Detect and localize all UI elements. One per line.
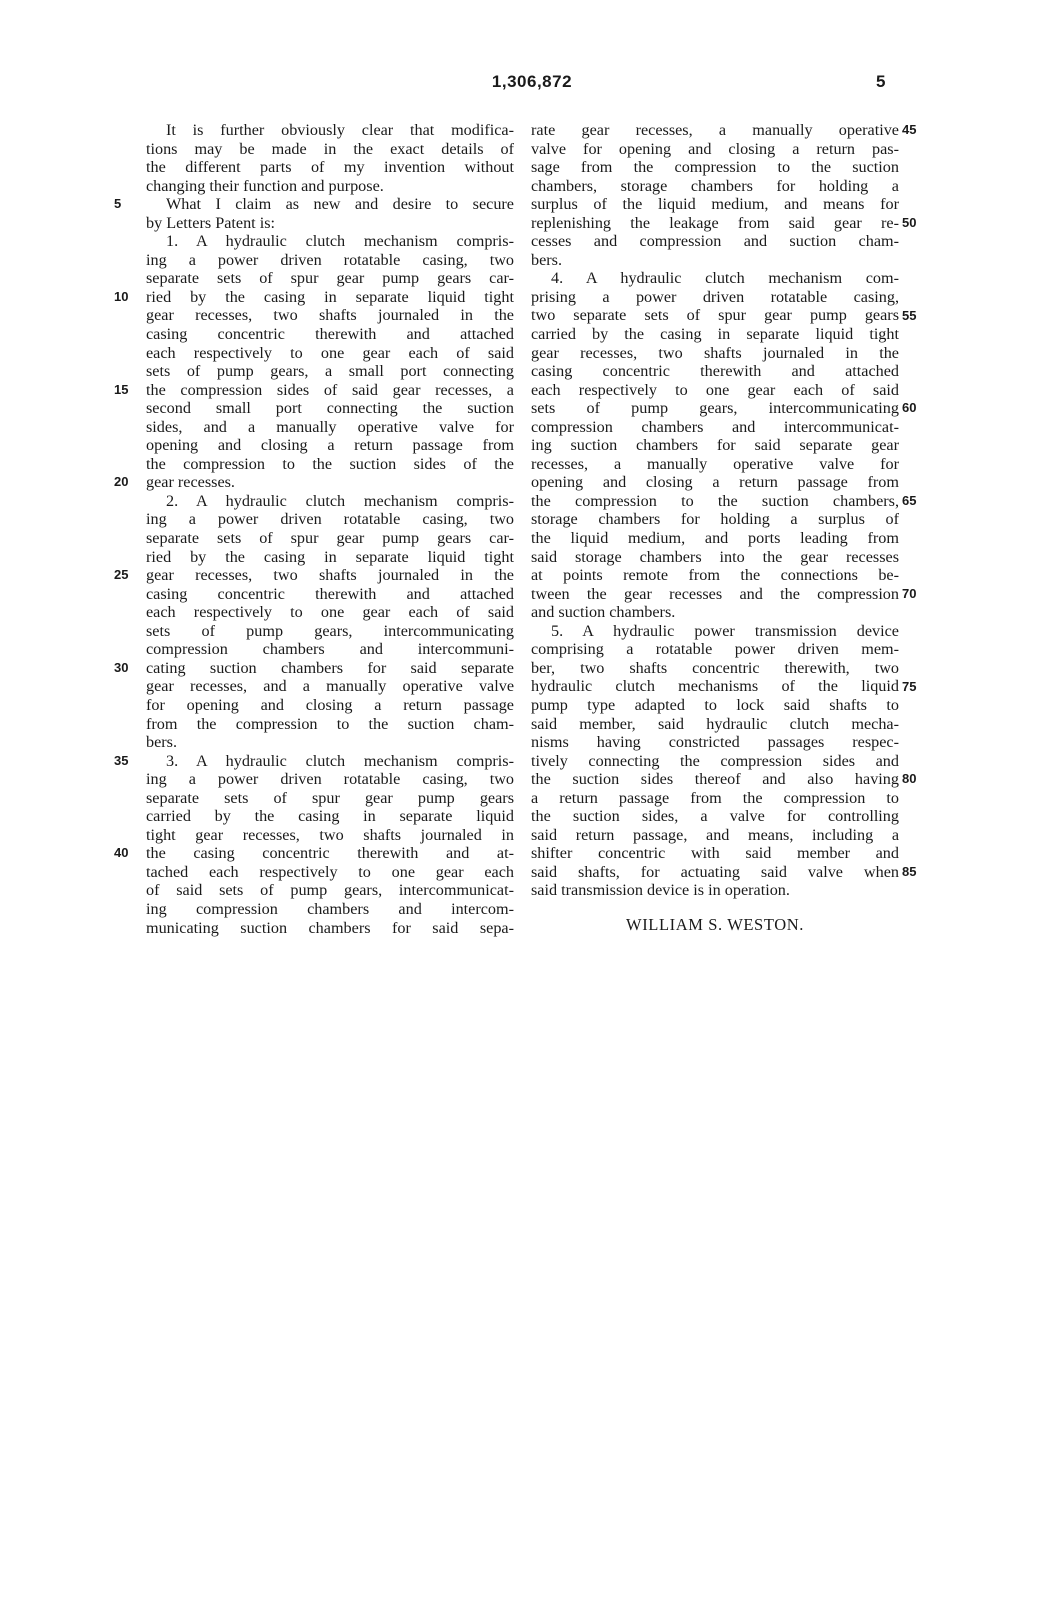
text-line: each respectively to one gear each of said — [146, 343, 514, 362]
text-line: gear recesses, two shafts journaled in the — [146, 566, 514, 585]
text-line: the compression to the suction sides of the — [146, 454, 514, 473]
margin-line-number: 85 — [902, 864, 917, 879]
text-line: for opening and closing a return passage — [146, 695, 514, 714]
margin-line-number: 80 — [902, 771, 917, 787]
text-line: the compression to the suction chambers, — [531, 491, 899, 510]
text-line: gear recesses. — [146, 473, 235, 492]
text-line: sets of pump gears, a small port connecting — [146, 362, 514, 381]
text-line: ing a power driven rotatable casing, two — [146, 510, 514, 529]
text-line: valve for opening and closing a return pas- — [531, 139, 899, 158]
text-line: gear recesses, two shafts journaled in the — [146, 306, 514, 325]
margin-line-number: 10 — [114, 288, 129, 304]
margin-line-number: 55 — [902, 307, 917, 323]
text-line: shifter concentric with said member and — [531, 844, 899, 863]
text-line: separate sets of spur gear pump gears car- — [146, 529, 514, 548]
text-line: said return passage, and means, including a — [531, 825, 899, 844]
text-line: pump type adapted to lock said shafts to — [531, 695, 899, 714]
text-line: casing concentric therewith and attached — [146, 584, 514, 603]
text-line: chambers, storage chambers for holding a — [531, 176, 899, 195]
text-line: casing concentric therewith and attached — [531, 362, 899, 381]
text-line: of said sets of pump gears, intercommunicat- — [146, 881, 514, 900]
right-column — [531, 121, 899, 900]
text-line: the compression sides of said gear recesses, a — [146, 380, 514, 399]
text-line: tively connecting the compression sides and — [531, 751, 899, 770]
text-line: ing suction chambers for said separate gear — [531, 436, 899, 455]
text-line: hydraulic clutch mechanisms of the liquid — [531, 677, 899, 696]
text-line: two separate sets of spur gear pump gears — [531, 306, 899, 325]
text-line: said transmission device is in operation. — [531, 881, 790, 900]
text-line: separate sets of spur gear pump gears — [146, 788, 514, 807]
margin-line-number: 25 — [114, 567, 129, 583]
text-line: It is further obviously clear that modifica- — [166, 121, 514, 139]
margin-line-number: 60 — [902, 400, 917, 416]
text-line: tween the gear recesses and the compression — [531, 584, 899, 603]
text-line: ber, two shafts concentric therewith, two — [531, 658, 899, 677]
text-line: What I claim as new and desire to secure — [166, 195, 514, 214]
text-line: 3. A hydraulic clutch mechanism compris- — [166, 751, 514, 770]
text-line: said member, said hydraulic clutch mecha- — [531, 714, 899, 733]
text-line: cating suction chambers for said separate — [146, 658, 514, 677]
text-line: municating suction chambers for said sepa- — [146, 918, 514, 937]
text-line: tight gear recesses, two shafts journaled in — [146, 825, 514, 844]
text-line: second small port connecting the suction — [146, 399, 514, 418]
text-line: said storage chambers into the gear recesses — [531, 547, 899, 566]
text-line: gear recesses, two shafts journaled in the — [531, 343, 899, 362]
text-line: each respectively to one gear each of said — [531, 380, 899, 399]
text-line: opening and closing a return passage from — [531, 473, 899, 492]
text-line: the casing concentric therewith and at- — [146, 844, 514, 863]
margin-line-number: 65 — [902, 493, 917, 508]
text-line: tached each respectively to one gear each — [146, 862, 514, 881]
margin-line-number: 50 — [902, 214, 917, 230]
text-line: sets of pump gears, intercommunicating — [146, 621, 514, 640]
text-line: bers. — [146, 733, 178, 752]
text-line: carried by the casing in separate liquid — [146, 807, 514, 826]
margin-line-number: 35 — [114, 752, 129, 768]
page-number: 5 — [876, 72, 886, 91]
text-line: a return passage from the compression to — [531, 788, 899, 807]
text-line: casing concentric therewith and attached — [146, 325, 514, 344]
signature: WILLIAM S. WESTON. — [626, 915, 804, 934]
text-line: sets of pump gears, intercommunicating — [531, 399, 899, 418]
text-line: prising a power driven rotatable casing, — [531, 287, 899, 306]
text-line: rate gear recesses, a manually operative — [531, 121, 899, 139]
text-line: ried by the casing in separate liquid tight — [146, 287, 514, 306]
margin-line-number: 5 — [114, 196, 122, 212]
text-line: the liquid medium, and ports leading from — [531, 529, 899, 548]
text-line: carried by the casing in separate liquid tight — [531, 325, 899, 344]
text-line: separate sets of spur gear pump gears car- — [146, 269, 514, 288]
text-line: sage from the compression to the suction — [531, 158, 899, 177]
text-line: opening and closing a return passage from — [146, 436, 514, 455]
text-line: ing compression chambers and intercom- — [146, 899, 514, 918]
margin-line-number: 45 — [902, 122, 917, 137]
text-line: by Letters Patent is: — [146, 213, 276, 232]
text-line: recesses, a manually operative valve for — [531, 454, 899, 473]
text-line: replenishing the leakage from said gear re- — [531, 213, 899, 232]
text-line: comprising a rotatable power driven mem- — [531, 640, 899, 659]
text-line: sides, and a manually operative valve for — [146, 417, 514, 436]
text-line: the different parts of my invention without — [146, 158, 514, 177]
text-line: 1. A hydraulic clutch mechanism compris- — [166, 232, 514, 251]
text-line: tions may be made in the exact details of — [146, 139, 514, 158]
left-column — [146, 121, 514, 937]
text-line: 2. A hydraulic clutch mechanism compris- — [166, 491, 514, 510]
text-line: each respectively to one gear each of said — [146, 603, 514, 622]
margin-line-number: 75 — [902, 678, 917, 694]
text-line: and suction chambers. — [531, 603, 676, 622]
margin-line-number: 20 — [114, 474, 129, 490]
margin-line-number: 70 — [902, 585, 917, 601]
text-line: bers. — [531, 250, 563, 269]
text-line: changing their function and purpose. — [146, 176, 384, 195]
text-line: said shafts, for actuating said valve when — [531, 862, 899, 881]
text-line: compression chambers and intercommuni- — [146, 640, 514, 659]
margin-line-number: 15 — [114, 381, 129, 397]
text-line: gear recesses, and a manually operative valve — [146, 677, 514, 696]
text-line: surplus of the liquid medium, and means for — [531, 195, 899, 214]
text-line: ing a power driven rotatable casing, two — [146, 250, 514, 269]
text-line: ing a power driven rotatable casing, two — [146, 770, 514, 789]
text-line: 5. A hydraulic power transmission device — [551, 621, 899, 640]
text-line: at points remote from the connections be- — [531, 566, 899, 585]
margin-line-number: 40 — [114, 845, 129, 861]
patent-number: 1,306,872 — [491, 72, 573, 91]
text-line: 4. A hydraulic clutch mechanism com- — [551, 269, 899, 288]
text-line: from the compression to the suction cham- — [146, 714, 514, 733]
text-line: compression chambers and intercommunicat- — [531, 417, 899, 436]
text-line: cesses and compression and suction cham- — [531, 232, 899, 251]
text-line: ried by the casing in separate liquid tight — [146, 547, 514, 566]
margin-line-number: 30 — [114, 659, 129, 675]
text-line: the suction sides thereof and also having — [531, 770, 899, 789]
text-line: storage chambers for holding a surplus of — [531, 510, 899, 529]
text-line: the suction sides, a valve for controlling — [531, 807, 899, 826]
text-line: nisms having constricted passages respec- — [531, 733, 899, 752]
